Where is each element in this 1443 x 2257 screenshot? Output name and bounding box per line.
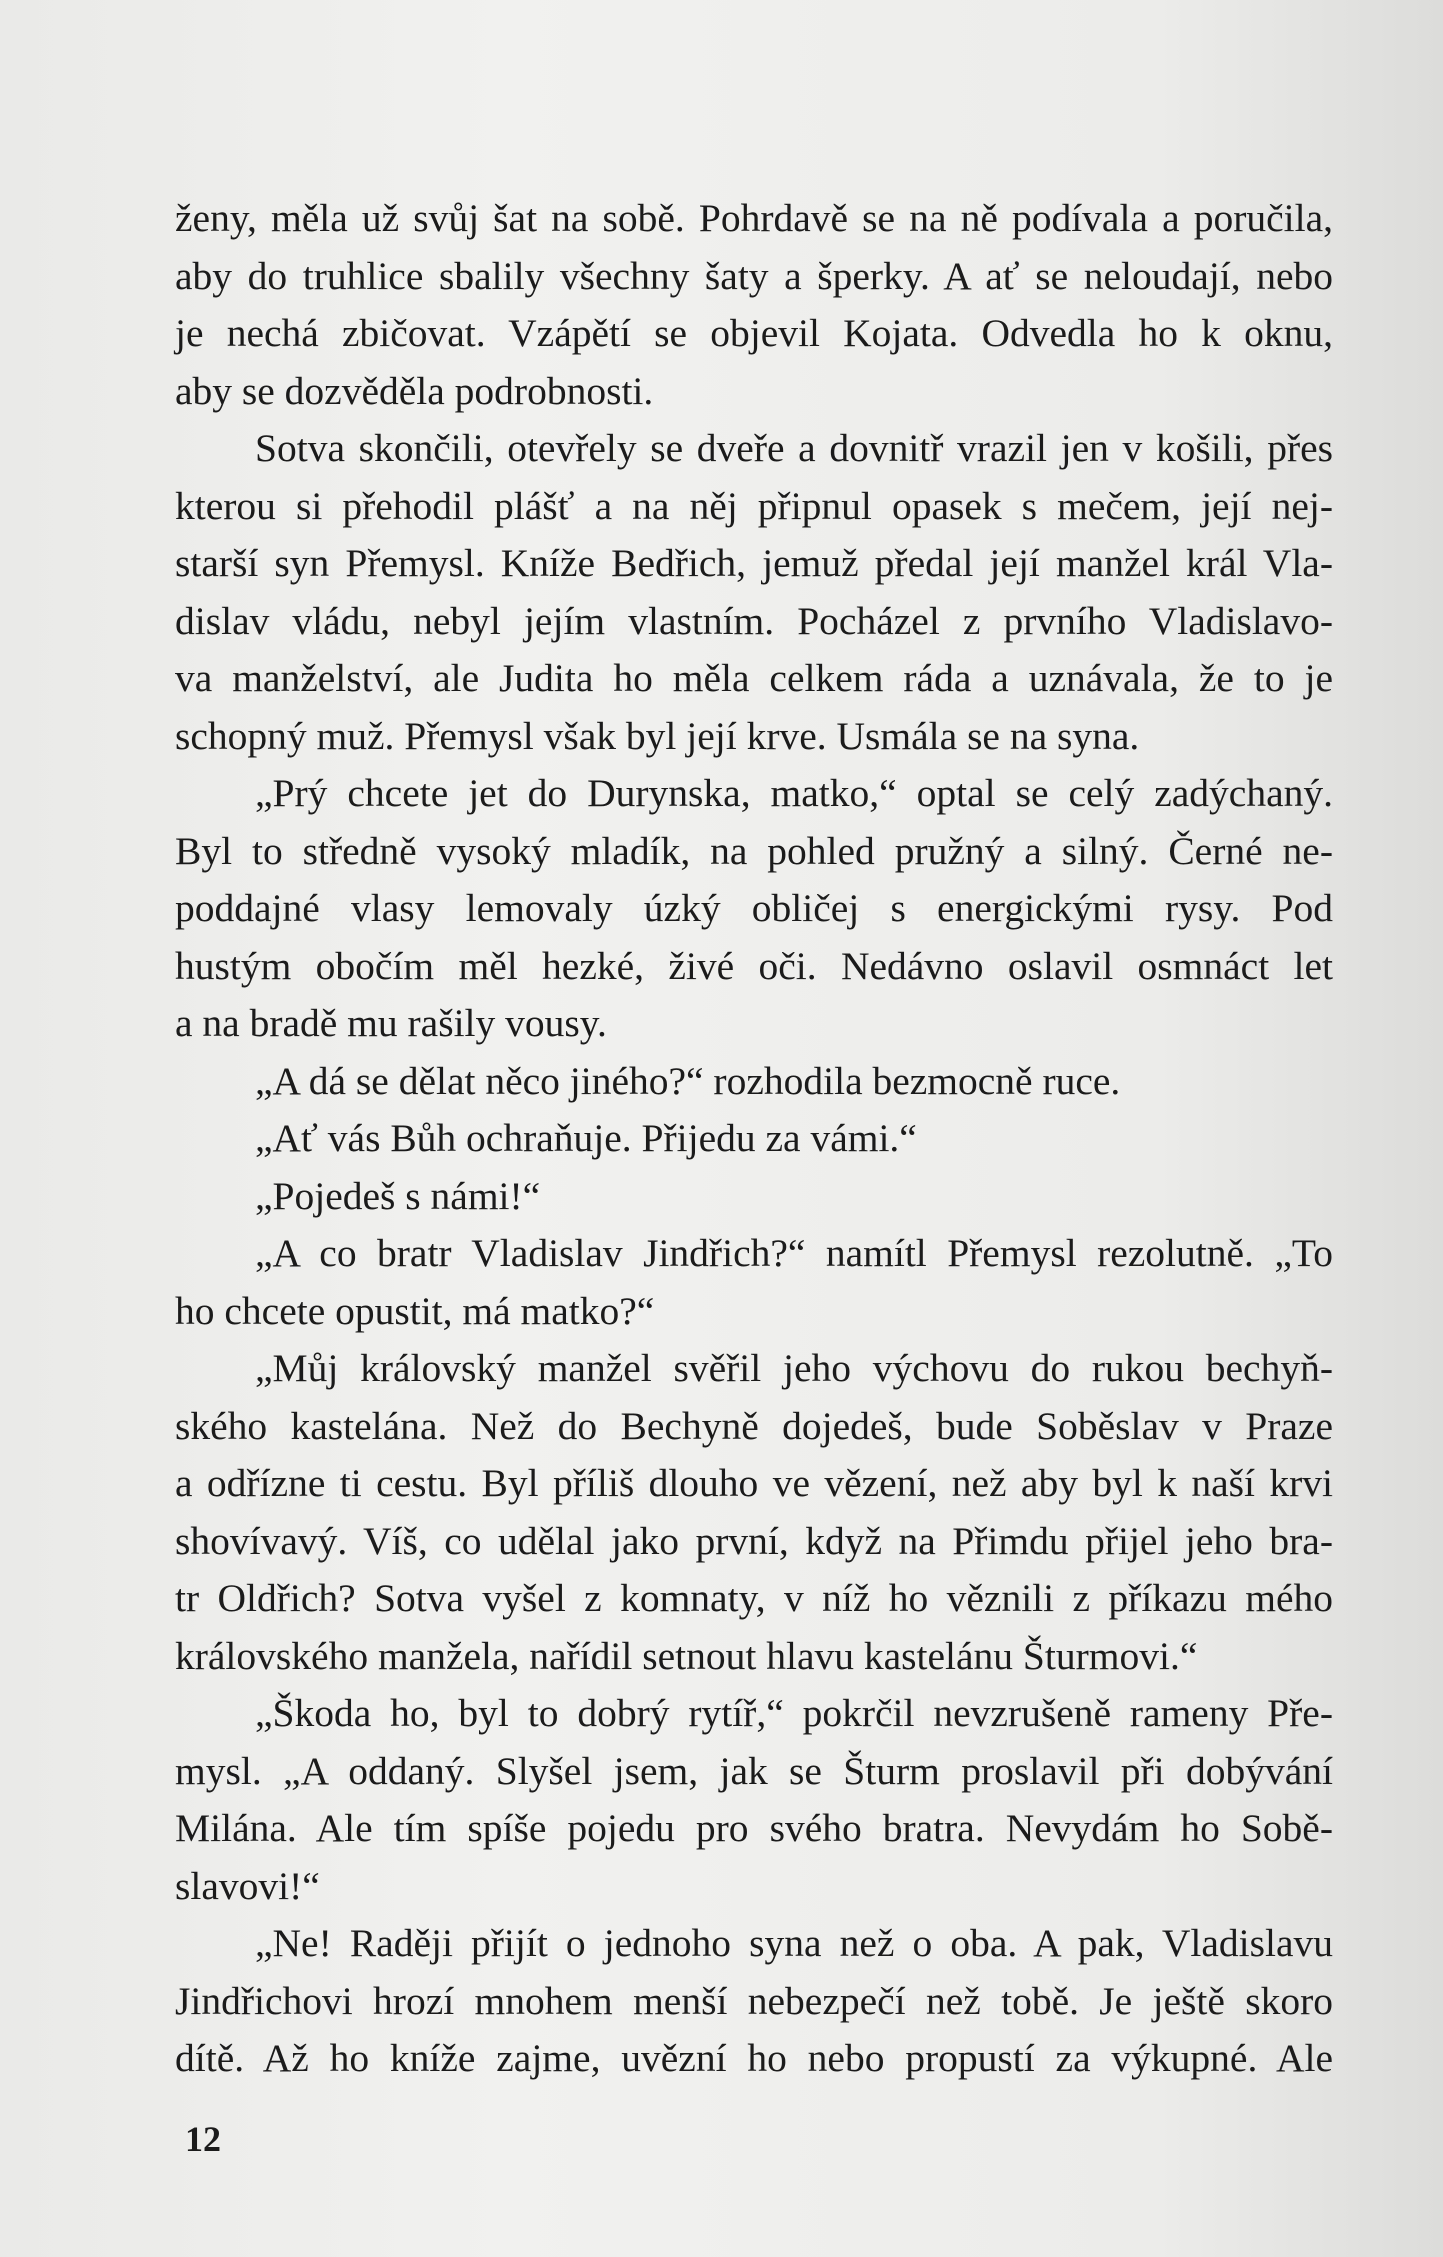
text-line: aby se dozvěděla podrobnosti. <box>175 368 654 413</box>
text-line: tr Oldřich? Sotva vyšel z komnaty, v níž ho věznili z příkazu mého <box>175 1576 1333 1620</box>
text-line: dislav vládu, nebyl jejím vlastním. Pocházel z prvního Vladislavo- <box>175 598 1333 643</box>
text-line: va manželství, ale Judita ho měla celkem ráda a uznávala, že to je <box>175 656 1333 700</box>
text-line: „A co bratr Vladislav Jindřich?“ namítl Přemysl rezolutně. „To <box>255 1231 1333 1275</box>
text-line: slavovi!“ <box>175 1863 320 1908</box>
text-line: „Škoda ho, byl to dobrý rytíř,“ pokrčil nevzrušeně rameny Pře- <box>255 1691 1333 1735</box>
text-line: schopný muž. Přemysl však byl její krve. Usmála se na syna. <box>175 713 1140 758</box>
text-line: starší syn Přemysl. Kníže Bedřich, jemuž předal její manžel král Vla- <box>175 541 1333 585</box>
text-line: je nechá zbičovat. Vzápětí se objevil Kojata. Odvedla ho k oknu, <box>175 311 1333 355</box>
text-line: „Prý chcete jet do Durynska, matko,“ optal se celý zadýchaný. <box>255 771 1333 815</box>
text-line: ho chcete opustit, má matko?“ <box>175 1288 655 1333</box>
text-line: aby do truhlice sbalily všechny šaty a šperky. A ať se neloudají, nebo <box>175 253 1333 298</box>
text-line: Sotva skončili, otevřely se dveře a dovnitř vrazil jen v košili, přes <box>255 426 1333 470</box>
text-line: Milána. Ale tím spíše pojedu pro svého bratra. Nevydám ho Sobě- <box>175 1806 1333 1850</box>
text-line: Byl to středně vysoký mladík, na pohled pružný a silný. Černé ne- <box>175 828 1333 873</box>
body-text <box>175 190 1333 2088</box>
text-line: královského manžela, nařídil setnout hlavu kastelánu Šturmovi.“ <box>175 1633 1198 1678</box>
text-line: poddajné vlasy lemovaly úzký obličej s energickými rysy. Pod <box>175 886 1333 930</box>
text-line: ženy, měla už svůj šat na sobě. Pohrdavě se na ně podívala a poručila, <box>175 196 1333 240</box>
text-line: Jindřichovi hrozí mnohem menší nebezpečí než tobě. Je ještě skoro <box>175 1978 1333 2023</box>
text-line: „Ať vás Bůh ochraňuje. Přijedu za vámi.“ <box>255 1116 917 1160</box>
text-line: dítě. Až ho kníže zajme, uvězní ho nebo propustí za výkupné. Ale <box>175 2036 1333 2080</box>
text-line: „Můj královský manžel svěřil jeho výchovu do rukou bechyň- <box>255 1346 1333 1390</box>
text-line: a odřízne ti cestu. Byl příliš dlouho ve vězení, než aby byl k naší krvi <box>175 1461 1333 1505</box>
text-line: a na bradě mu rašily vousy. <box>175 1001 607 1045</box>
text-line: mysl. „A oddaný. Slyšel jsem, jak se Šturm proslavil při dobývání <box>175 1748 1333 1793</box>
text-line: „Ne! Raději přijít o jednoho syna než o oba. A pak, Vladislavu <box>255 1921 1333 1965</box>
page-number: 12 <box>185 2119 221 2159</box>
text-line: „Pojedeš s námi!“ <box>255 1173 541 1218</box>
text-line: ského kastelána. Než do Bechyně dojedeš, bude Soběslav v Praze <box>175 1403 1333 1448</box>
text-line: hustým obočím měl hezké, živé oči. Nedávno oslavil osmnáct let <box>175 943 1333 988</box>
text-line: shovívavý. Víš, co udělal jako první, když na Přimdu přijel jeho bra- <box>175 1518 1333 1563</box>
text-line: „A dá se dělat něco jiného?“ rozhodila bezmocně ruce. <box>255 1058 1121 1103</box>
text-line: kterou si přehodil plášť a na něj připnul opasek s mečem, její nej- <box>175 483 1333 528</box>
